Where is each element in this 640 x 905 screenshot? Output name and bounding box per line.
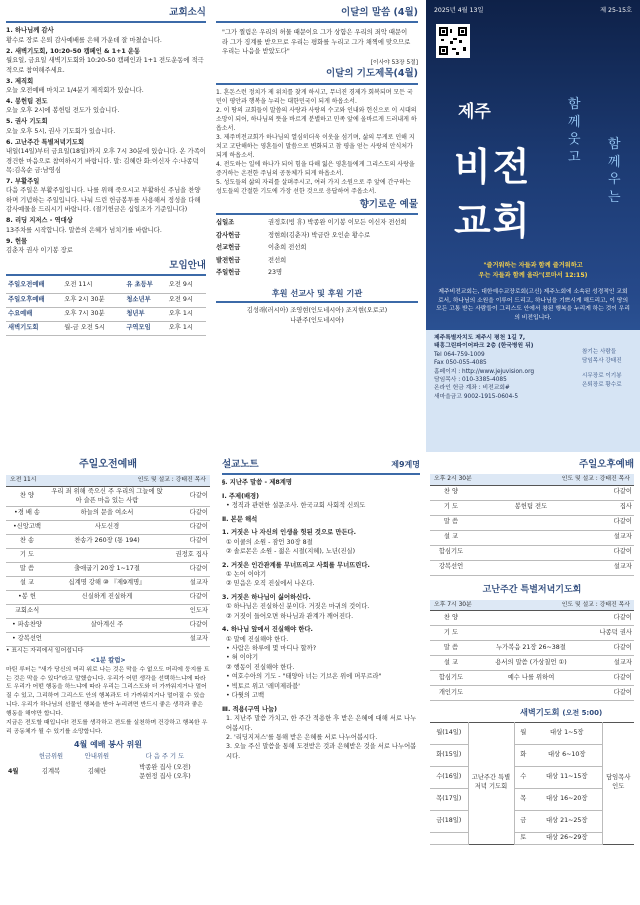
staff-elder: 시무장로 이기봉 [582,372,622,379]
divider [216,301,418,303]
sermon-title: 설교노트 [222,459,259,470]
news-item [6,97,206,116]
pastor-phone: 담임목사 : 010-3385-4085 [434,376,507,383]
order-item: 기 도 [6,549,48,563]
prayer-item: 2. 이 땅의 교회들이 말씀의 사랑과 사랑의 수고와 인내와 헌신으로 이 시대의 소망이 되어, 하나님의 뜻을 바르게 분별하고 민족 앞에 올바르게 드러내게 하옵소서. [216,106,417,132]
offering-kind: 선교헌금 [216,244,241,252]
am-note: • 표시는 자리에서 일어섭니다 [6,648,84,655]
news-item-heading: 9. 헌물 [6,237,28,245]
pm-lead: 인도 및 설교 : 강태진 목사 [561,476,630,483]
news-item [6,77,206,96]
sermon-notes [222,478,420,761]
news-title: 교회소식 [169,7,206,18]
sermon-line: • 다윗의 고백 [226,692,265,700]
meeting-cell: 주일오후예배 [6,293,62,307]
divider [6,21,206,23]
news-item-heading: 5. 권사 기도회 [6,118,48,126]
prayer-title: 이달의 기도제목(4월) [325,68,418,80]
news-item-body: 월요일, 금요일 새벽기도회와 10:20-50 캠페인과 1+1 전도운동에 적극적으로 참여해주세요. [6,57,204,74]
meeting-cell: 수요예배 [6,307,62,321]
dawn-lead: 담임목사 인도 [606,774,631,791]
order-leader: 다같이 [166,521,210,535]
order-item: 설 교 [430,656,472,671]
news-item [6,138,206,176]
sermon-line: ① 이쿨의 소원 - 잠언 30장 8절 [226,538,313,546]
sermon-line: • 정직과 관련한 설문조사. 한국교회 사회적 신뢰도 [226,502,366,510]
meeting-cell: 주일오전예배 [6,279,62,293]
meeting-cell: 오후 1시 [167,321,206,335]
dawn-weekday: 금 [514,810,532,832]
order-content: 누가복음 21장 26~38절 [472,641,590,656]
order-content [48,633,166,647]
order-row [6,507,210,521]
meeting-cell: 청소년부 [124,293,166,307]
order-leader: 다같이 [590,515,634,530]
sermon-heading: 1. 거짓은 나 자신의 인생을 헛된 것으로 만든다. [222,529,357,537]
dawn-weekday: 화 [514,744,532,766]
order-item: 찬 양 [6,486,48,507]
serve-head: 다 음 주 기 도 [145,752,185,760]
offering-row [216,268,418,277]
order-content: 우리 죄 위해 죽으신 주 우리의 그늘에 앉아 슬픈 마음 있는 사람 [48,486,166,507]
divider [216,83,418,85]
prayer-item: 4. 전도하는 일에 하나가 되어 힘을 다해 잃은 영혼들에게 그리스도의 사랑을 증거하는 온전한 주님의 공동체가 되게 하옵소서. [216,160,415,177]
serve-head: 안내위원 [84,752,110,760]
staff-pastor: 담임목사 강태진 [582,357,622,364]
dawn-row [430,722,634,744]
homepage-link[interactable]: 홈페이지 : http://www.jejuvision.org [434,368,535,375]
sermon-heading: Ⅰ. 주제(배경) [222,492,260,500]
news-list [6,26,206,255]
support-line1: 김성래(러시아) 조영현(인도네시아) 조지현(오로코) [246,307,388,315]
order-leader: 설교자 [166,633,210,647]
news-item-body: 황수로 장로 은퇴 감사예배를 은혜 가운데 잘 마쳤습니다. [6,36,162,44]
order-item: 기 도 [430,500,472,515]
news-item-body: 김춘자 권사 이기봉 장로 [6,247,73,255]
verse-title: 이달의 말씀 (4월) [341,7,418,18]
news-item-heading: 6. 고난주간 특별저녁기도회 [6,138,85,146]
meeting-cell: 오후 7시 30분 [62,307,124,321]
sermon-line: ① 논어 이야기 [226,570,267,578]
order-item: 설 교 [430,530,472,545]
order-content [472,686,590,701]
news-item [6,26,206,45]
order-content: 사도신경 [48,521,166,535]
offering-row [216,243,418,252]
news-item-heading: 3. 제직회 [6,77,34,85]
church-name-big2: 교회 [454,198,532,243]
serve-name: 김혜란 [87,768,107,776]
order-leader: 다같이 [166,507,210,521]
order-leader: 다같이 [166,535,210,549]
offering-row [216,218,418,227]
order-row [430,671,634,686]
order-content [472,485,590,500]
serve-table [6,752,210,783]
dawn-day: 월(14일) [430,722,468,744]
sermon-heading: 4. 하나님 앞에서 진실해야 한다. [222,626,313,634]
meeting-row [6,279,206,293]
order-item: 말 씀 [6,563,48,577]
meeting-cell: 오후 2시 30분 [62,293,124,307]
dawn-center: 고난주간 특별저녁 기도회 [468,722,514,844]
dawn-day: 화(15일) [430,744,468,766]
pm-time: 오후 2시 30분 [434,476,472,483]
sermon-heading: 3. 거짓은 하나님이 싫어하신다. [222,593,311,601]
meeting-row [6,321,206,335]
offering-row [216,231,418,240]
offering-kind: 주일헌금 [216,269,241,277]
serve-name: 문현정 집사 (오후) [139,772,191,780]
prayer-list [216,88,418,196]
address-line1: 제주특별자치도 제주시 평천 1길 7, [434,335,526,341]
am-worship-panel [6,458,210,902]
meeting-cell: 유 초등부 [124,279,166,293]
qr-code-icon[interactable] [436,24,470,58]
schedule-panel [430,458,634,902]
serve-name: 김계복 [41,768,61,776]
order-leader: 다같이 [590,611,634,626]
sermon-line: • 여호수아의 기도 - "태양아 너는 기브온 위에 머무르라" [226,673,382,681]
serve-head: 헌금위원 [38,752,64,760]
offering-names: 정현희(김춘자) 박금란 오인순 황수로 [268,231,371,239]
order-row [430,626,634,641]
dawn-weekday: 토 [514,832,532,844]
am-lead: 인도 및 설교 : 강태진 목사 [137,477,206,484]
order-leader: 다같이 [590,686,634,701]
order-item: 말 씀 [430,515,472,530]
sermon-section [222,705,420,762]
column-text: 마틴 루터는 "새가 당신의 머리 위로 나는 것은 막을 수 없으도 머리에 둥지를 트는 것은 막을 수 있다"라고 말했습니다. 우리가 어떤 생각을 선택하느냐에 따라 도 우리가 어떤 행동을 하느냐에 따라 우리는 그리스도와 더 가까워지거나 멀어질 수 있고, 그리하여 그리스도 안의 행복과도 더 가까워지거나 멀어질 수 있습니다. 우리가 하나님의 선물인 행복을 받아 누리려면 반드시 좋은 생각과 좋은 행동을 해야만 합니다. [6,666,210,718]
dawn-table [430,722,634,845]
order-content [472,545,590,560]
offering-list [216,218,418,277]
order-content: 출애굽기 20장 1~17절 [48,563,166,577]
news-item [6,177,206,215]
meeting-row [6,293,206,307]
order-leader: 다같이 [166,619,210,633]
order-content: 살아계신 주 [48,619,166,633]
order-row [6,486,210,507]
sermon-section [222,492,420,511]
slogan-vertical-2: 함께 우는 [608,137,621,205]
meeting-cell: 오후 1시 [167,307,206,321]
slogan-vertical-1: 함께 웃고 [568,97,581,165]
order-content: 하늘의 문을 여소서 [48,507,166,521]
order-leader: 다같이 [166,486,210,507]
sermon-line: ② 믿음은 오직 진실에서 나온다. [226,580,315,588]
meeting-cell: 청년부 [124,307,166,321]
serve-name: 박종완 집사 (오전) [139,763,191,771]
order-row [430,560,634,575]
order-leader: 설교자 [590,656,634,671]
dawn-weekday: 목 [514,788,532,810]
news-item [6,237,206,256]
order-row [430,500,634,515]
order-leader: 다같이 [590,485,634,500]
order-leader: 인도자 [166,605,210,619]
dawn-range: 대상 26~29장 [532,832,602,844]
order-item: 찬 양 [430,611,472,626]
order-content [472,560,590,575]
order-row [6,563,210,577]
order-content: 십계명 강해 ⑩ 『제9계명』 [48,577,166,591]
staff-retired-elder: 은퇴장로 황수로 [582,381,622,388]
order-row [430,656,634,671]
order-row [430,530,634,545]
sermon-line: ② 거짓이 들어오면 하나님과 관계가 깨어진다. [226,612,354,620]
issue-volume: 제 25-15호 [600,7,632,14]
sermon-section [222,528,420,556]
issue-date: 2025년 4월 13일 [434,7,484,14]
am-time: 오전 11시 [10,477,37,484]
sermon-line: 1. 지난주 말씀 가치고, 한 주간 적용한 후 받은 은혜에 대해 서로 나누어봅시다. [226,715,417,732]
dawn-day-empty [430,832,468,844]
dawn-range: 대상 11~15장 [532,766,602,788]
order-row [430,686,634,701]
prayer-item: 5. 성도들의 삶의 자리를 살펴주시고, 여러 가지 소원으로 주 앞에 간구하는 성도들의 간절한 기도에 가장 선한 것으로 응답하여 주옵소서. [216,178,411,195]
order-item: 설 교 [6,577,48,591]
news-item [6,117,206,136]
order-row [6,619,210,633]
order-content [472,530,590,545]
order-leader: 다같이 [166,591,210,605]
meeting-title: 모임안내 [169,259,206,271]
sermon-panel [222,458,420,902]
sermon-line: ② 솔로몬은 소원 - 젊은 시절(지혜), 노년(진실) [226,548,356,556]
offering-kind: 십일조 [216,219,235,227]
order-row [430,611,634,626]
order-leader: 설교자 [166,577,210,591]
order-row [430,485,634,500]
eve-order-table [430,610,634,701]
order-item: 찬 송 [6,535,48,549]
order-content [48,549,166,563]
news-item [6,47,206,75]
order-leader: 집사 [590,500,634,515]
dawn-day: 목(17일) [430,788,468,810]
bank-account: 새마을금고 9002-1915-0604-5 [434,393,519,400]
divider [6,274,206,276]
support-line2: 나관주(인도네시아) [290,316,344,324]
fax: Fax 050-055-4085 [434,360,487,367]
sermon-section [222,593,420,621]
order-row [6,591,210,605]
order-content [48,605,166,619]
order-item: 교회소식 [6,605,48,619]
order-item: 강복선언 [430,560,472,575]
order-item: •봉 헌 [6,591,48,605]
order-leader: 설교자 [590,530,634,545]
order-content: 신실하게 진실하게 [48,591,166,605]
order-row [6,633,210,647]
dawn-title: 새벽기도회 [520,707,560,717]
order-item: 기 도 [430,626,472,641]
news-item-heading: 7. 부활주일 [6,178,40,186]
order-content: 용서의 말씀 (가상칠언 ①) [472,656,590,671]
offering-names: 23명 [268,269,283,277]
sermon-heading: 2. 거짓은 인간관계를 무너뜨리고 사회를 무너뜨린다. [222,561,370,569]
offering-names: 권정호(빙 휴) 박종완 이기봉 이모든 이신자 전선희 [268,219,407,227]
order-row [430,545,634,560]
news-item-heading: 2. 새벽기도회, 10:20-50 캠페인 & 1+1 운동 [6,47,141,55]
middle-top-panel [216,6,418,446]
pm-title: 주일오후예배 [578,459,634,470]
sermon-line: • 빅토르 위고 '레미제라블' [226,682,301,690]
column-title: <1분 칼럼> [90,657,126,665]
eve-time: 오후 7시 30분 [434,601,472,608]
sermon-line: ① 하나님은 진실하신 분이다. 거짓은 마귀의 것이다. [226,603,370,611]
eve-title: 고난주간 특별저녁기도회 [482,584,582,595]
order-row [6,605,210,619]
verse-ref: [이사야 53장 5절] [370,59,418,66]
dawn-range: 대상 1~5장 [532,722,602,744]
dawn-time: (오전 5:00) [562,709,603,717]
order-content [472,626,590,641]
eve-lead: 인도 및 설교 : 강태진 목사 [561,601,630,608]
news-item-heading: 8. 리딩 지저스 - 역대상 [6,217,73,225]
church-name-big: 비전 [454,144,532,189]
order-leader: 나종덕 권사 [590,626,634,641]
sermon-line: 3. 오늘 주신 말씀을 통해 도전받은 것과 은혜받은 것을 서로 나누어봅시다. [226,743,417,760]
sermon-section [222,515,420,524]
news-item-body: 내일(14일)부터 금요일(18일)까지 오후 7시 30분에 있습니다. 온 가족이 경건한 마음으로 참여하시기 바랍니다. 말: 김혜란 화:이신자 수:나종덕 목:김옥순 금:남영심 [6,148,206,175]
divider [222,473,420,475]
address-line2: 태홍그린파이어파크 2층 (한국병원 뒤) [434,343,534,350]
meeting-cell: 새벽기도회 [6,321,62,335]
order-content: 찬송가 260장 (통 194) [48,535,166,549]
phone: Tel 064-759-1009 [434,351,485,358]
order-content [472,611,590,626]
meeting-cell: 월-금 오전 5시 [62,321,124,335]
order-leader: 설교자 [590,560,634,575]
dawn-range: 대상 21~25장 [532,810,602,832]
order-item: 개인기도 [430,686,472,701]
order-content [472,515,590,530]
news-item-body: 오늘 오후 2시에 봉헌팀 전도가 있습니다. [6,107,120,115]
order-leader: 권정호 집사 [166,549,210,563]
news-item-body: 오늘 오전예배 마치고 1/4분기 제직회가 있습니다. [6,87,144,95]
am-title: 주일오전예배 [79,459,137,470]
am-order-table [6,486,210,648]
motto-line2: 우는 자들과 함께 울라"(로마서 12:15) [478,272,588,279]
order-leader: 다같이 [590,641,634,656]
sermon-subtitle: 제9계명 [391,460,420,469]
meeting-row [6,307,206,321]
divider [216,21,418,23]
dawn-day: 수(16일) [430,766,468,788]
sermon-heading: §. 지난주 말씀 - 제8계명 [222,479,292,487]
order-row [430,641,634,656]
dawn-range: 대상 16~20장 [532,788,602,810]
order-leader: 다같이 [166,563,210,577]
column-text2: 지금은 전도할 때입니다! 전도를 생각하고 전도를 실천하며 건강하고 행복한 우리 공동체가 될 수 있기를 소망합니다. [6,719,208,735]
order-item: 합심기도 [430,545,472,560]
news-item [6,216,206,235]
offering-title: 향기로운 예물 [359,198,418,210]
dawn-weekday: 월 [514,722,532,744]
news-item-body: 오늘 오후 5시, 권사 기도회가 있습니다. [6,127,116,135]
pm-order-table [430,485,634,576]
news-panel [6,6,206,446]
order-item: 찬 양 [430,485,472,500]
motto-line1: "즐거워하는 자들과 함께 즐거워하고 [483,262,583,269]
dawn-weekday: 수 [514,766,532,788]
news-item-heading: 1. 하나님께 감사 [6,27,54,35]
sermon-section [222,561,420,589]
order-row [6,521,210,535]
prayer-item: 1. 혼돈스런 정치가 제 위치를 찾게 하시고, 무너진 경제가 회복되며 모든 국민이 평안과 행복을 누리는 대한민국이 되게 하옵소서. [216,88,413,105]
offering-kind: 발전헌금 [216,256,241,264]
news-item-body: 13주차를 시작합니다. 말씀의 은혜가 넘치기를 바랍니다. [6,226,162,234]
cover-panel [426,0,640,452]
order-leader: 다같이 [590,545,634,560]
meeting-cell: 구역모임 [124,321,166,335]
serve-title: 4월 예배 봉사 위원 [73,739,143,749]
offering-names: 이춘희 전선희 [268,244,307,252]
vision-text: 제주비전교회는, 대한예수교장로회(고신) 제주노회에 소속된 성경적인 교회로서, 하나님의 소원을 이루어 드리고, 하나님을 기쁘시게 해드리고, 이 땅의 모든 고통 받는 사람들이 그리스도 안에서 참된 행복을 누리게 하는 것이 우리의 비전입니다. [436,289,630,322]
news-item-heading: 4. 봉헌팀 전도 [6,98,48,106]
order-item: •경 배 송 [6,507,48,521]
church-name-small: 제주 [458,102,491,122]
offering-kind: 감사헌금 [216,231,241,239]
sermon-line: • 사람은 하루에 몇 마디나 할까? [226,645,317,653]
offering-names: 전선희 [268,256,287,264]
news-item-body: 다음 주일은 부활주일입니다. 나를 위해 죽으시고 부활하신 주님을 찬양하며 기념하는 주일입니다. 나눠 드린 헌금봉투를 사용해서 정성을 다해 감사예물을 드리시기 바랍니다. (절기헌금은 십일조가 기준입니다) [6,187,201,214]
support-title: 후원 선교사 및 후원 기관 [271,287,363,298]
dawn-range: 대상 6~10장 [532,744,602,766]
meeting-table [6,279,206,336]
divider [216,213,418,215]
sermon-section [222,478,420,487]
contact-box [426,330,640,452]
sermon-section [222,625,420,701]
order-item: • 강복선언 [6,633,48,647]
sermon-heading: Ⅲ. 적용(구역 나눔) [222,705,277,713]
sermon-line: • 혀 이야기 [226,654,259,662]
meeting-cell: 오전 9시 [167,293,206,307]
dawn-day: 금(18일) [430,810,468,832]
order-leader: 다같이 [590,671,634,686]
order-item: 합심기도 [430,671,472,686]
serve-month: 4월 [8,768,19,776]
order-row [430,515,634,530]
order-row [6,535,210,549]
order-item: •신앙고백 [6,521,48,535]
sermon-heading: Ⅱ. 본문 해석 [222,515,258,523]
order-row [6,577,210,591]
order-item: • 파송찬양 [6,619,48,633]
sermon-line: 2. '리딩지저스'를 통해 받은 은혜를 서로 나누어봅시다. [226,733,378,741]
order-item: 말 씀 [430,641,472,656]
online-offering: 온라인 헌금 계좌 : 비전교회# [434,385,510,392]
sermon-line: ② 행동이 진실해야 한다. [226,663,295,671]
sermon-line: ① 말에 진실해야 한다. [226,635,289,643]
offering-row [216,256,418,265]
prayer-item: 3. 제주비전교회가 하나님의 열심히더욱 이웃을 섬기며, 삶의 무게로 인해 지치고 고단해하는 영혼들이 말씀으로 변화되고 참 평을 얻는 사랑의 안식처가 되게 하옵소서. [216,133,415,159]
verse-text: "그가 찔림은 우리의 허물 때문이요 그가 상함은 우리의 죄악 때문이라 그가 징계를 받으므로 우리는 평화를 누리고 그가 채찍에 맞으므로 우리는 나음을 받았도다" [222,29,411,56]
order-content: 예수 나를 위하여 [472,671,590,686]
staff-label: 참기는 사람들 [582,349,617,355]
meeting-cell: 오전 9시 [167,279,206,293]
meeting-cell: 오전 11시 [62,279,124,293]
order-row [6,549,210,563]
order-content: 봉헌팀 전도 [472,500,590,515]
